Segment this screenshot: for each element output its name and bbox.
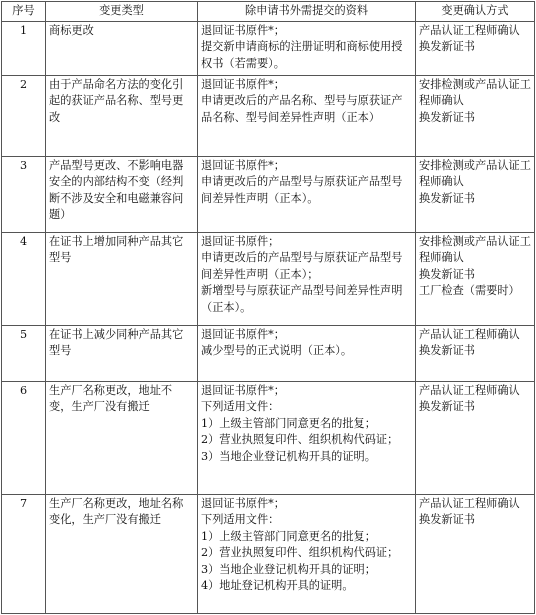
cell-materials: 退回证书原件*； 申请更改后的产品名称、型号与原获证产品名称、型号间差异性声明（正本） — [198, 76, 416, 157]
table-row — [2, 326, 535, 382]
table-row — [2, 495, 535, 614]
cell-change-type: 产品型号更改、不影响电器安全的内部结构不变（经判断不涉及安全和电磁兼容问题） — [46, 157, 198, 233]
cell-confirm-method: 安排检测或产品认证工程师确认 换发新证书 — [416, 76, 535, 157]
header-change-type: 变更类型 — [46, 2, 198, 22]
cell-confirm-method: 产品认证工程师确认 换发新证书 — [416, 22, 535, 76]
header-no: 序号 — [2, 2, 46, 22]
cell-change-type: 在证书上减少同种产品其它型号 — [46, 326, 198, 382]
table-row — [2, 22, 535, 76]
cell-confirm-method: 产品认证工程师确认 换发新证书 — [416, 382, 535, 495]
cell-change-type: 在证书上增加同种产品其它型号 — [46, 233, 198, 326]
cell-no: 3 — [2, 157, 46, 233]
cell-confirm-method: 产品认证工程师确认 换发新证书 — [416, 326, 535, 382]
cell-no: 7 — [2, 495, 46, 614]
table-row — [2, 233, 535, 326]
header-confirm-method: 变更确认方式 — [416, 2, 535, 22]
cell-materials: 退回证书原件*； 申请更改后的产品型号与原获证产品型号间差异性声明（正本）。 — [198, 157, 416, 233]
table-row — [2, 157, 535, 233]
cell-materials: 退回证书原件*； 减少型号的正式说明（正本）。 — [198, 326, 416, 382]
table-row — [2, 382, 535, 495]
table-header-row — [2, 2, 535, 22]
cell-materials: 退回证书原件*； 提交新申请商标的注册证明和商标使用授权书（若需要）。 — [198, 22, 416, 76]
cell-change-type: 生产厂名称更改，地址不变，生产厂没有搬迁 — [46, 382, 198, 495]
change-requirements-table — [1, 1, 535, 614]
cell-no: 6 — [2, 382, 46, 495]
cell-no: 5 — [2, 326, 46, 382]
cell-change-type: 由于产品命名方法的变化引起的获证产品名称、型号更改 — [46, 76, 198, 157]
cell-confirm-method: 安排检测或产品认证工程师确认 换发新证书 工厂检查（需要时） — [416, 233, 535, 326]
cell-confirm-method: 产品认证工程师确认 换发新证书 — [416, 495, 535, 614]
cell-change-type: 生产厂名称更改，地址名称变化，生产厂没有搬迁 — [46, 495, 198, 614]
cell-no: 2 — [2, 76, 46, 157]
cell-materials: 退回证书原件； 申请更改后的产品型号与原获证产品型号间差异性声明（正本）； 新增型号与原获证产品型号间差异性声明（正本）。 — [198, 233, 416, 326]
cell-no: 1 — [2, 22, 46, 76]
cell-no: 4 — [2, 233, 46, 326]
header-materials: 除申请书外需提交的资料 — [198, 2, 416, 22]
cell-change-type: 商标更改 — [46, 22, 198, 76]
cell-confirm-method: 安排检测或产品认证工程师确认 换发新证书 — [416, 157, 535, 233]
table-row — [2, 76, 535, 157]
cell-materials: 退回证书原件*； 下列适用文件： 1）上级主管部门同意更名的批复； 2）营业执照复印件、组织机构代码证； 3）当地企业登记机构开具的证明； 4）地址登记机构开具的证明。 — [198, 495, 416, 614]
cell-materials: 退回证书原件*； 下列适用文件： 1）上级主管部门同意更名的批复； 2）营业执照复印件、组织机构代码证； 3）当地企业登记机构开具的证明。 — [198, 382, 416, 495]
